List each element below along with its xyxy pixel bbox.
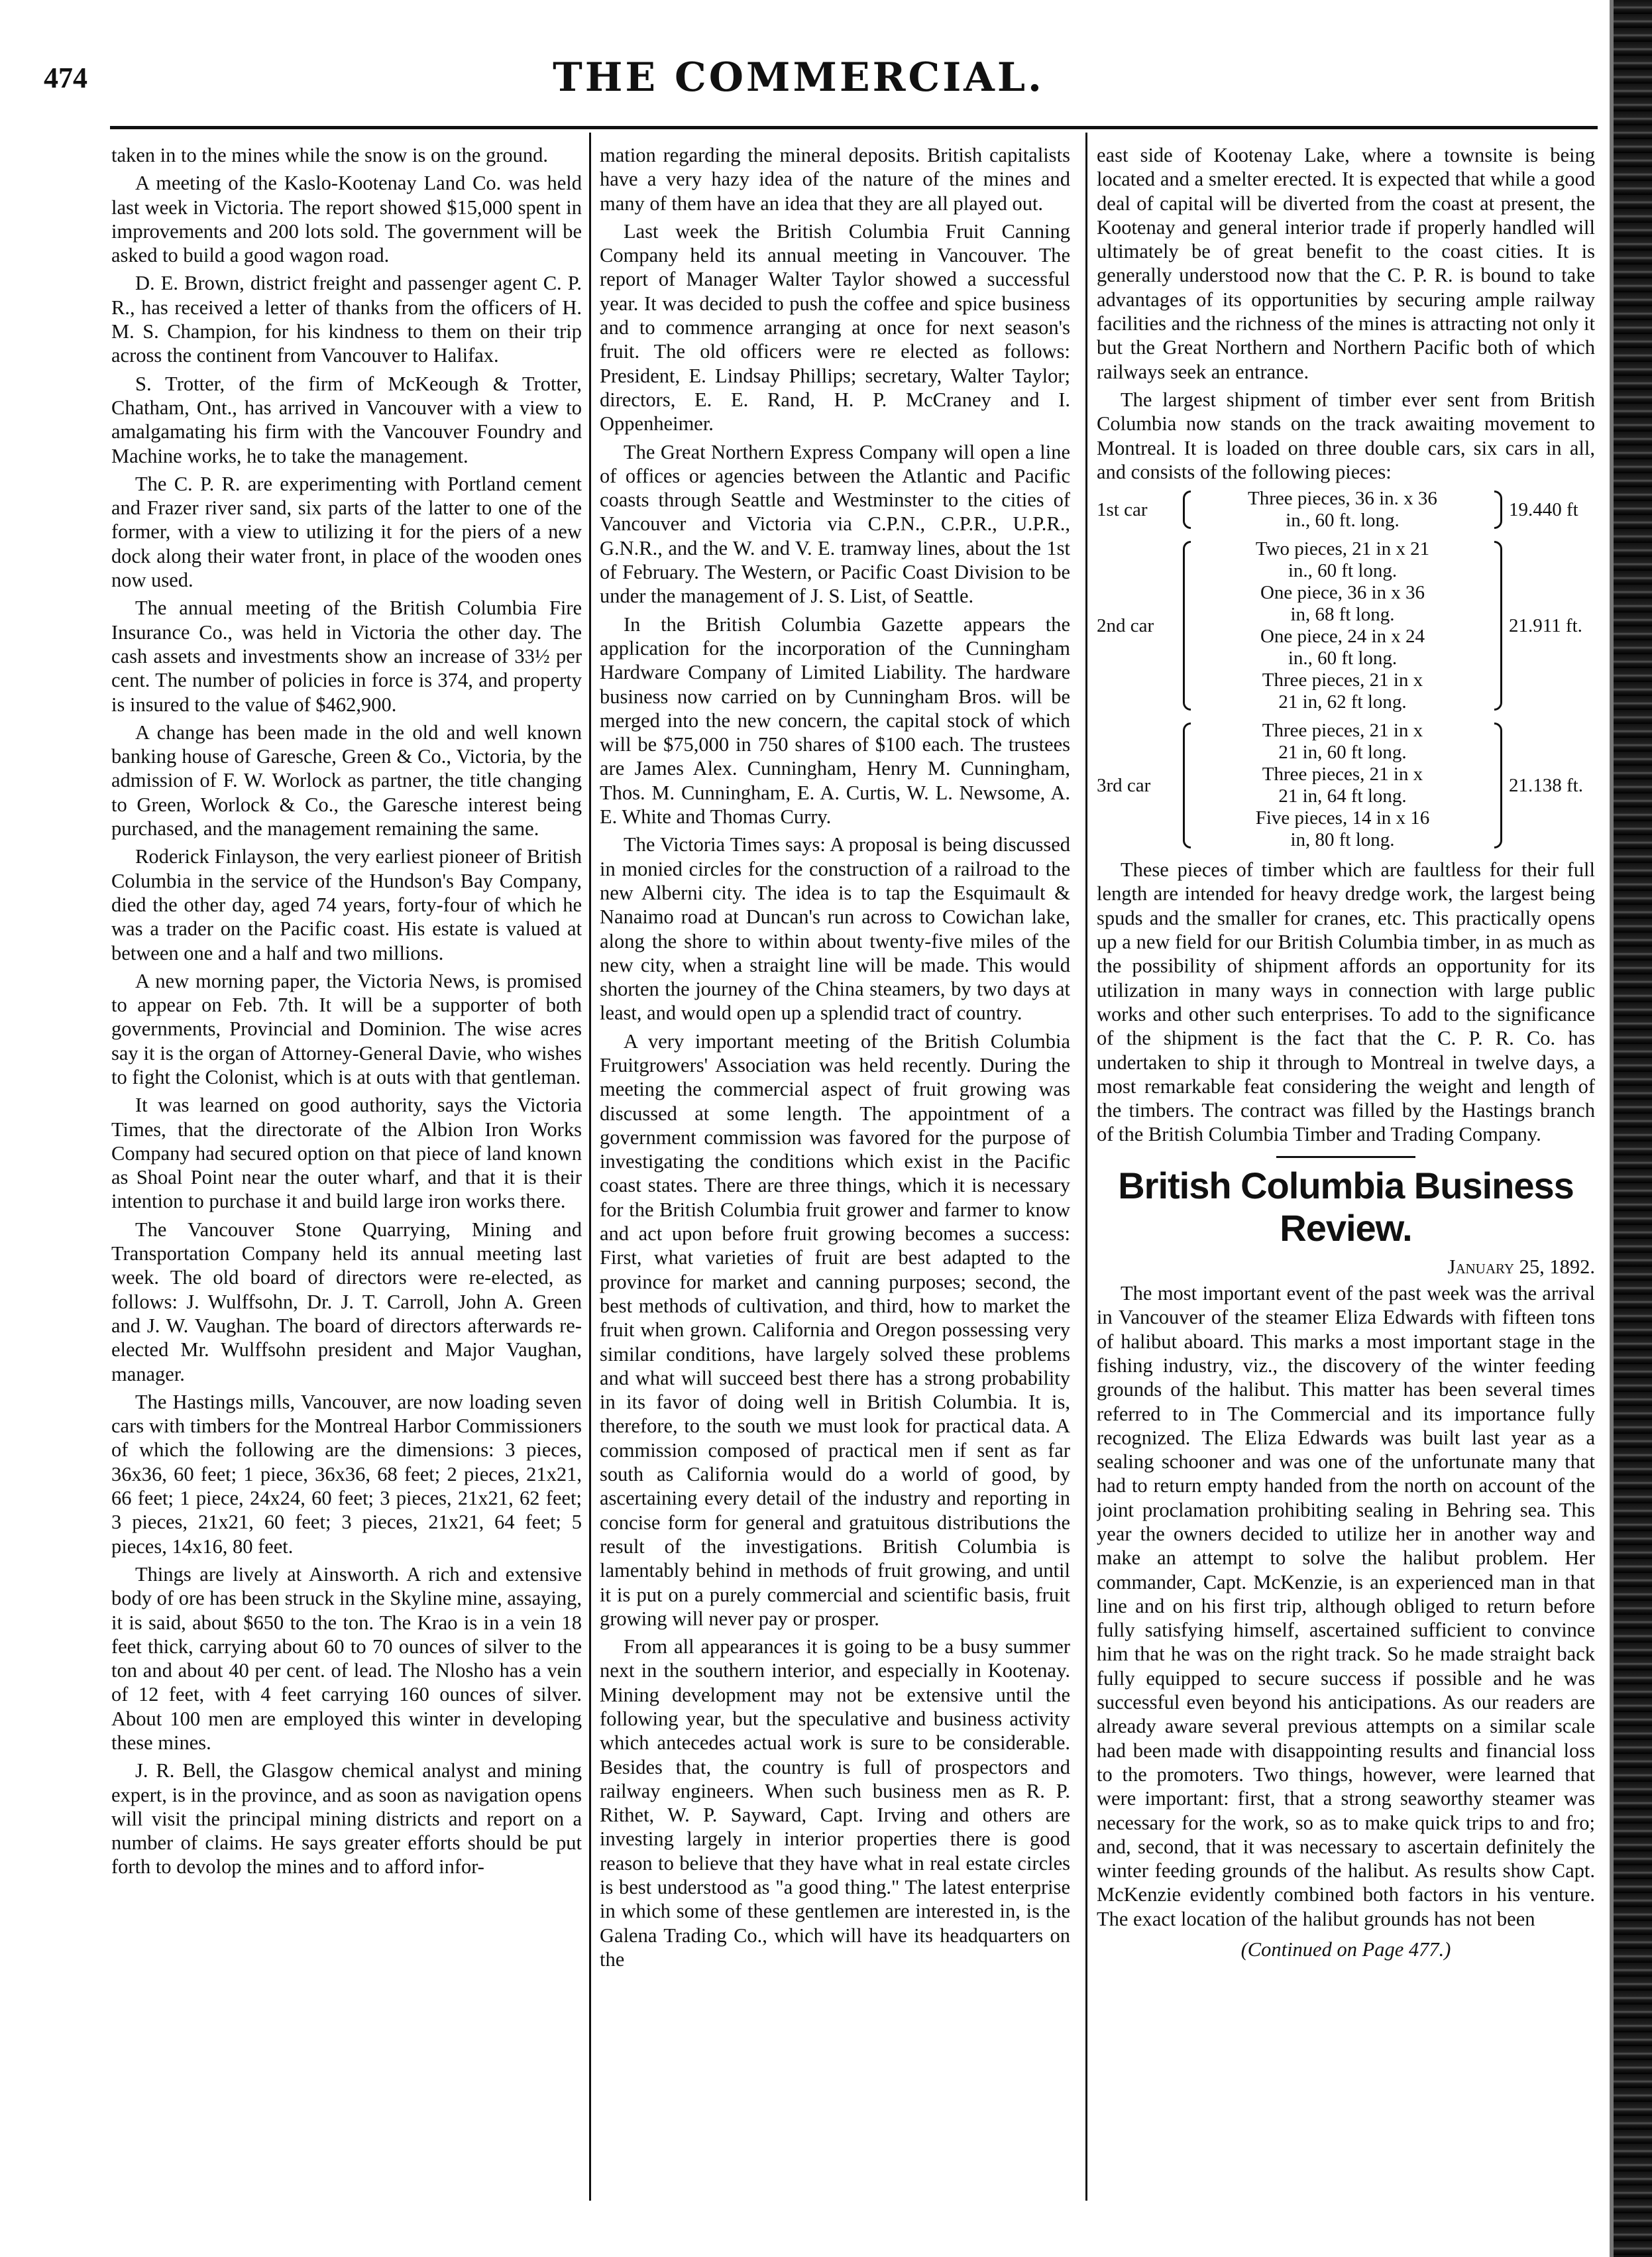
piece-line: in, 68 ft long.: [1290, 604, 1395, 626]
piece-line: Three pieces, 36 in. x 36: [1248, 488, 1437, 510]
piece-line: in., 60 ft long.: [1288, 648, 1398, 669]
piece-line: One piece, 24 in x 24: [1260, 626, 1425, 648]
left-brace: [1183, 723, 1191, 848]
car-pieces: [1193, 538, 1492, 713]
scan-edge-bar: [1614, 0, 1652, 2257]
right-brace: [1494, 491, 1502, 529]
car-total: 21.911 ft.: [1509, 614, 1582, 636]
section-title: British Columbia Business Review.: [1118, 1164, 1574, 1249]
paragraph: taken in to the mines while the snow is on the ground.: [111, 144, 549, 166]
paragraph: The C. P. R. are experimenting with Portland cement and Frazer river sand, six parts of the latter to one of the former, with a view to utilizing it for the piers of a new dock along their water front, in place of the wooden ones now used.: [111, 472, 582, 592]
piece-line: 21 in, 62 ft long.: [1278, 691, 1407, 713]
left-brace: [1183, 491, 1191, 529]
masthead-title: THE COMMERCIAL.: [553, 54, 1044, 101]
paragraph: D. E. Brown, district freight and passenger agent C. P. R., has received a letter of thanks from the officers of H. M. S. Champion, for his kindness to them on their trip across the continent from Vancouver to Halifax.: [111, 272, 582, 367]
column-divider: [1085, 133, 1087, 2201]
piece-line: Two pieces, 21 in x 21: [1255, 538, 1430, 560]
paragraph: The Victoria Times says: A proposal is being discussed in monied circles for the construction of a railroad to the new Alberni city. The idea is to tap the Esquimault & Nanaimo road at Duncan's run across to Cowichan lake, along the shore to within about twenty-five miles of the new city, when a straight line will be made. This would shorten the journey of the China steamers, by two days at least, and would open up a splendid tract of country.: [600, 833, 1070, 1025]
car-pieces: [1193, 720, 1492, 851]
car-label: 3rd car: [1097, 774, 1151, 796]
piece-line: Three pieces, 21 in x: [1262, 720, 1423, 742]
paragraph: east side of Kootenay Lake, where a townsite is being located and a smelter erected. It is expected that while a good deal of capital will be diverted from the coast at present, the Kootenay and general interior trade if properly handled will ultimately be of great benefit to the coast cities. It is generally understood now that the C. P. R. is bound to take advantages of its opportunities by securing ample railway facilities and the richness of the mines is attracting not only it but the Great Northern and Northern Pacific both of which railways seek an entrance.: [1097, 144, 1595, 383]
paragraph: The annual meeting of the British Columbia Fire Insurance Co., was held in Victoria the other day. The cash assets and investments show an increase of 33½ per cent. The number of policies in force is 374, and property is insured to the value of $462,900.: [111, 597, 582, 716]
column-2: [600, 143, 1070, 2191]
paragraph: The Hastings mills, Vancouver, are now loading seven cars with timbers for the Montreal Harbor Commissioners of which the following are the dimensions: 3 pieces, 36x36, 60 feet; 1 piece, 36x36, 68 feet; 2 pieces, 21x21, 66 feet; 1 piece, 24x24, 60 feet; 3 pieces, 21x21, 62 feet; 3 pieces, 21x21, 60 feet; 3 pieces, 21x21, 64 feet; 5 pieces, 14x16, 80 feet.: [111, 1390, 582, 1558]
paragraph: In the British Columbia Gazette appears the application for the incorporation of the Cunningham Hardware Company of Limited Liability. The hardware business now carried on by Cunningham Bros. will be merged into the new concern, the capital stock of which will be $75,000 in 750 shares of $100 each. The trustees are James Alex. Cunningham, Henry M. Cunningham, Thos. M. Cunningham, E. A. Curtis, W. L. Newsome, A. E. White and Thomas Curry.: [600, 612, 1070, 829]
paragraph: The most important event of the past week was the arrival in Vancouver of the steamer Eliza Edwards with fifteen tons of halibut aboard. This marks a most important stage in the fishing industry, viz., the discovery of the winter feeding grounds of the halibut. This matter has been several times referred to in The Commercial and its importance fully recognized. The Eliza Edwards was built last year as a sealing schooner and was one of the unfortunate many that had to return empty handed from the north on account of the joint proclamation prohibiting sealing in Behring sea. This year the owners decided to utilize her in another way and make an attempt to solve the halibut problem. Her commander, Capt. McKenzie, is an experienced man in that line and on his first trip, although obliged to return before fully satisfying himself, ascertained sufficient to convince him that he was on the right track. So he made straight back fully equipped to secure success if possible and he was successful even beyond his anticipations. As our readers are already aware several previous attempts on a similar scale had been made with disappointing results and financial loss to the promoters. Two things, however, were learned that were important: first, that a strong seaworthy steamer was necessary for the work, so as to make quick trips to and fro; and, second, that it was necessary to ascertain definitely the winter feeding grounds of the halibut. As results show Capt. McKenzie evidently combined both factors in his venture. The exact location of the halibut grounds has not been: [1097, 1282, 1595, 1930]
right-brace: [1494, 541, 1502, 711]
paragraph: It was learned on good authority, says the Victoria Times, that the directorate of the Albion Iron Works Company had secured option on that piece of land known as Shoal Point near the outer wharf, and that it is their intention to purchase it and build large iron works there.: [111, 1094, 582, 1213]
piece-line: Three pieces, 21 in x: [1262, 764, 1423, 785]
paragraph: J. R. Bell, the Glasgow chemical analyst and mining expert, is in the province, and as soon as navigation opens will visit the principal mining districts and report on a number of claims. He says greater efforts should be put forth to devolop the mines and to afford infor-: [111, 1759, 582, 1879]
header-rule: [110, 126, 1598, 129]
piece-line: 21 in, 64 ft long.: [1278, 785, 1407, 807]
piece-line: Five pieces, 14 in x 16: [1255, 807, 1430, 829]
column-1: [111, 143, 582, 2191]
paragraph: Roderick Finlayson, the very earliest pioneer of British Columbia in the service of the Hundson's Bay Company, died the other day, aged 74 years, forty-four of which he was a trader on the Pacific coast. His estate is valued at between one and a half and two millions.: [111, 845, 582, 964]
paragraph: From all appearances it is going to be a busy summer next in the southern interior, and especially in Kootenay. Mining development may not be extensive until the following year, but the speculative and business activity which antecedes actual work is sure to be considerable. Besides that, the country is full of prospectors and railway engineers. When such business men as R. P. Rithet, W. P. Sayward, Capt. Irving and others are investing largely in interior properties there is good reason to believe that they have what in real estate circles is best understood as "a good thing." The latest enterprise in which some of these gentlemen are interested in, is the Galena Trading Co., which will have its headquarters on the: [600, 1635, 1070, 1971]
shipment-table-car-1: [1097, 488, 1595, 532]
review-date: January 25, 1892.: [1447, 1255, 1595, 1278]
right-brace: [1494, 723, 1502, 848]
paragraph: Things are lively at Ainsworth. A rich and extensive body of ore has been struck in the Skyline mine, assaying, it is said, about $650 to the ton. The Krao is in a vein 18 feet thick, carrying about 60 to 70 ounces of silver to the ton and about 40 per cent. of lead. The Nlosho has a vein of 12 feet, with 4 feet carrying 160 ounces of silver. About 100 men are employed this winter in developing these mines.: [111, 1562, 582, 1754]
paragraph: Last week the British Columbia Fruit Canning Company held its annual meeting in Vancouver. The report of Manager Walter Taylor showed a successful year. It was decided to push the coffee and spice business and to commence arranging at once for next season's fruit. The old officers were re elected as follows: President, E. Lindsay Phillips; secretary, Walter Taylor; directors, E. E. Rand, H. P. McCraney and I. Oppenheimer.: [600, 219, 1070, 435]
car-pieces: [1193, 488, 1492, 532]
paragraph: The largest shipment of timber ever sent from British Columbia now stands on the track awaiting movement to Montreal. It is loaded on three double cars, six cars in all, and consists of the following pieces:: [1097, 388, 1595, 483]
paragraph: S. Trotter, of the firm of McKeough & Trotter, Chatham, Ont., has arrived in Vancouver with a view to amalgamating his firm with the Vancouver Foundry and Machine works, he to take the management.: [111, 372, 582, 467]
column-divider: [589, 133, 591, 2201]
piece-line: in., 60 ft long.: [1288, 560, 1398, 582]
paragraph: A very important meeting of the British Columbia Fruitgrowers' Association was held recently. During the meeting the commercial aspect of fruit growing was discussed at some length. The appointment of a government commission was favored for the purpose of investigating the conditions which exist in the Pacific coast states. There are three things, which it is necessary for the British Columbia fruit grower and farmer to know and act upon before fruit growing becomes a success: First, what varieties of fruit are best adapted to the province for market and canning purposes; second, the best methods of cultivation, and third, how to market the fruit when grown. California and Oregon possessing very similar conditions, have largely solved these problems and what will succeed best there has a strong probability in its favor of doing well in British Columbia. It is, therefore, to the south we must look for practical data. A commission composed of practical men if sent as far south as California would do a world of good, by ascertaining every detail of the industry and reporting in concise form for general and gratuitous distributions the result of the investigations. British Columbia is lamentably behind in methods of fruit growing, and until it is put on a purely commercial and scientific basis, fruit growing will never pay or prosper.: [600, 1029, 1070, 1630]
paragraph: These pieces of timber which are faultless for their full length are intended for heavy dredge work, the largest being spuds and the smaller for cranes, etc. This practically opens up a new field for our British Columbia timber, in as much as the possibility of shipment affords an opportunity for its utilization in many ways in connection with large public works and other such enterprises. To add to the significance of the shipment is the fact that the C. P. R. Co. has undertaken to ship it through to Montreal in twelve days, a most remarkable feat considering the weight and length of the timbers. The contract was filled by the Hastings branch of the British Columbia Timber and Trading Company.: [1097, 858, 1595, 1146]
shipment-table-car-2: [1097, 538, 1595, 713]
paragraph: mation regarding the mineral deposits. British capitalists have a very hazy idea of the nature of the mines and many of them have an idea that they are all played out.: [600, 144, 1070, 215]
car-total: 21.138 ft.: [1509, 774, 1583, 796]
paragraph: A meeting of the Kaslo-Kootenay Land Co. was held last week in Victoria. The report showed $15,000 spent in improvements and 200 lots sold. The government will be asked to build a good wagon road.: [111, 172, 582, 267]
car-total: 19.440 ft: [1509, 498, 1578, 520]
shipment-table-car-3: [1097, 720, 1595, 851]
column-3: [1097, 143, 1595, 2191]
car-label: 2nd car: [1097, 614, 1154, 636]
paragraph: A new morning paper, the Victoria News, is promised to appear on Feb. 7th. It will be a supporter of both governments, Provincial and Dominion. The wise acres say it is the organ of Attorney-General Davie, who wishes to fight the Colonist, which is at outs with that gentleman.: [111, 969, 582, 1088]
piece-line: in., 60 ft. long.: [1286, 510, 1400, 532]
piece-line: One piece, 36 in x 36: [1260, 582, 1425, 604]
section-divider: [1276, 1156, 1415, 1158]
left-brace: [1183, 541, 1191, 711]
paragraph: The Great Northern Express Company will open a line of offices or agencies between the Atlantic and Pacific coasts through Seattle and Westminster to the cities of Vancouver and Victoria via C.P.N., C.P.R., U.P.R., G.N.R., and the W. and V. E. tramway lines, about the 1st of February. The Western, or Pacific Coast Division to be under the management of J. S. List, of Seattle.: [600, 440, 1070, 608]
piece-line: in, 80 ft long.: [1290, 829, 1395, 851]
piece-line: Three pieces, 21 in x: [1262, 669, 1423, 691]
paragraph: A change has been made in the old and well known banking house of Garesche, Green & Co., Victoria, by the admission of F. W. Worlock as partner, the title changing to Green, Worlock & Co., the Garesche interest being purchased, and the management remaining the same.: [111, 721, 582, 840]
page-number: 474: [44, 62, 87, 94]
continued-note: (Continued on Page 477.): [1240, 1938, 1451, 1961]
paragraph: The Vancouver Stone Quarrying, Mining and Transportation Company held its annual meeting last week. The old board of directors were re-elected, as follows: J. Wulffsohn, Dr. J. T. Carroll, John A. Green and J. W. Vaughan. The board of directors afterwards re-elected Mr. Wulffsohn president and Major Vaughan, manager.: [111, 1218, 582, 1385]
car-label: 1st car: [1097, 498, 1148, 520]
piece-line: 21 in, 60 ft long.: [1278, 742, 1407, 764]
